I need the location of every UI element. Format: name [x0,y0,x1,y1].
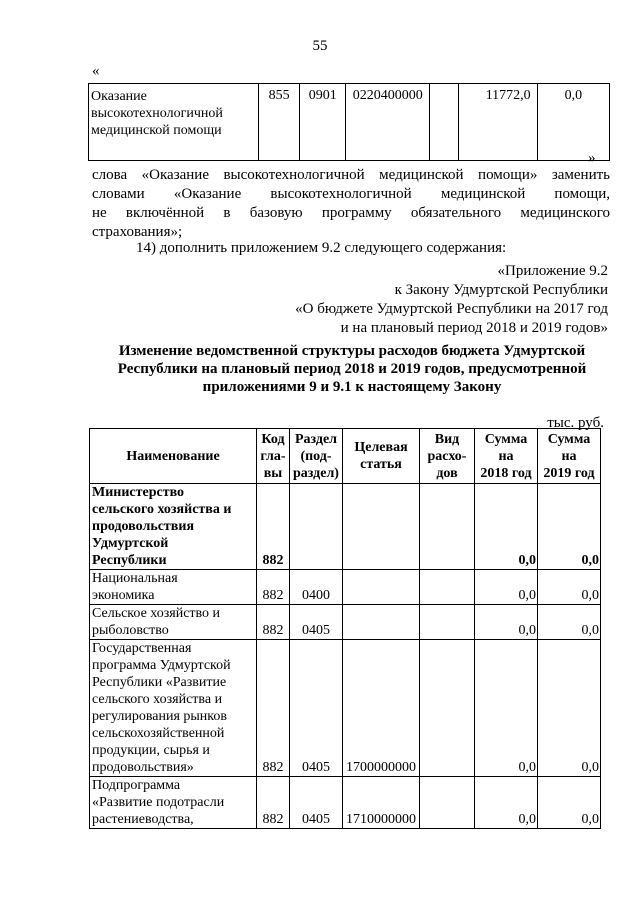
header-line: 2018 год [480,465,532,481]
heading-line: приложениями 9 и 9.1 к настоящему Закону [202,379,502,395]
section-cell [290,484,343,570]
table-row [90,484,601,570]
amended-row-table [88,83,610,161]
row-name-cell [90,570,257,605]
header-line: расхо- [427,448,467,464]
sum-2019-cell: 0,0 [538,570,601,605]
row-name-line: экономика [92,588,155,603]
header-line: дов [436,465,458,481]
section-cell: 0901 [300,84,346,161]
expense-type-cell [420,605,475,640]
row-name-line: Республики [92,553,167,568]
sum-cell: 11772,0 [459,84,538,161]
chapter-code-cell: 882 [257,640,290,777]
row-name-line: регулирования рынков [92,709,227,724]
row-name-cell [90,777,257,829]
target-article-cell: 0220400000 [346,84,430,161]
header-line: вы [263,465,283,481]
row-name-cell [90,484,257,570]
heading-line: Изменение ведомственной структуры расходов бюджета Удмуртской [118,343,586,359]
header-target [343,429,420,484]
expense-type-cell [420,640,475,777]
appendix-reference [295,262,608,338]
open-quote: « [92,63,100,79]
expense-type-cell [420,570,475,605]
header-line: на [561,448,577,464]
expense-type-cell [420,777,475,829]
expense-type-cell [430,84,459,161]
sum-2019-cell: 0,0 [538,640,601,777]
header-line: Код [261,431,285,447]
header-line: статья [360,457,402,472]
target-article-cell [343,484,420,570]
header-name: Наименование [90,429,257,484]
sum-2019-cell: 0,0 [538,484,601,570]
row-name-cell [90,640,257,777]
header-line: Целевая [354,440,408,455]
row-name-line: Республики «Развитие [92,675,227,690]
row-name-line: «Развитие подотрасли [92,795,225,810]
unit-label: тыс. руб. [547,415,604,431]
close-quote: » [588,150,596,166]
appendix-ref-line: и на плановый период 2018 и 2019 годов» [340,320,608,336]
sum-2019-cell: 0,0 [538,605,601,640]
row-name-line: медицинской помощи [91,123,222,138]
target-article-cell [343,605,420,640]
appendix-ref-line: «О бюджете Удмуртской Республики на 2017 год [295,301,608,317]
chapter-code-cell: 882 [257,570,290,605]
row-name-line: сельского хозяйства и [92,692,223,707]
header-sum-2019 [538,429,601,484]
paragraph-line: словами «Оказание высокотехнологичной медицинской помощи, [92,186,610,202]
header-type [420,429,475,484]
row-name-cell [89,84,259,161]
paragraph-line: страхования»; [92,224,183,240]
header-line: на [498,448,514,464]
row-name-line: Государственная [92,641,192,656]
header-line: раздел) [293,465,339,481]
section-cell: 0405 [290,605,343,640]
row-name-line: Подпрограмма [92,778,181,793]
section-cell: 0400 [290,570,343,605]
table-header-row [90,429,601,484]
row-name-line: Оказание [91,89,147,104]
row-name-line: сельскохозяйственной [92,726,225,741]
appendix-ref-line: к Закону Удмуртской Республики [394,282,608,298]
row-name-line: продукции, сырья и [92,743,210,758]
expense-type-cell [420,484,475,570]
header-line: (под- [300,448,332,464]
row-name-line: сельского хозяйства и [92,502,232,517]
section-cell: 0405 [290,777,343,829]
row-name-line: продовольствия [92,519,195,534]
sum-cell: 0,0 [537,84,609,161]
table-row [90,570,601,605]
table-row [90,777,601,829]
sum-2018-cell: 0,0 [475,777,538,829]
chapter-code-cell: 882 [257,484,290,570]
header-sum-2018 [475,429,538,484]
header-code [257,429,290,484]
chapter-code-cell: 882 [257,777,290,829]
row-name-line: Сельское хозяйство и [92,606,221,621]
paragraph-line: не включённой в базовую программу обязательного медицинского [92,205,610,221]
target-article-cell [343,570,420,605]
header-section [290,429,343,484]
row-name-line: Национальная [92,571,178,586]
amendment-paragraph [92,166,610,242]
document-heading [88,342,616,396]
row-name-line: Министерство [92,485,185,500]
appendix-ref-line: «Приложение 9.2 [497,263,608,279]
sum-2018-cell: 0,0 [475,484,538,570]
section-cell: 0405 [290,640,343,777]
chapter-code-cell: 855 [258,84,300,161]
header-line: Сумма [484,431,528,447]
paragraph-line: слова «Оказание высокотехнологичной медицинской помощи» заменить [92,167,610,183]
header-line: Сумма [547,431,591,447]
row-name-line: рыболовство [92,623,169,638]
budget-structure-table [89,428,601,829]
target-article-cell: 1700000000 [343,640,420,777]
page-number: 55 [312,38,328,54]
row-name-line: продовольствия» [92,760,194,775]
table-row [90,640,601,777]
target-article-cell: 1710000000 [343,777,420,829]
sum-2018-cell: 0,0 [475,570,538,605]
sum-2018-cell: 0,0 [475,640,538,777]
header-line: гла- [260,448,286,464]
row-name-line: растениеводства, [92,812,194,827]
item-14: 14) дополнить приложением 9.2 следующего содержания: [136,240,507,256]
sum-2019-cell: 0,0 [538,777,601,829]
row-name-cell [90,605,257,640]
row-name-line: программа Удмуртской [92,658,231,673]
sum-2018-cell: 0,0 [475,605,538,640]
row-name-line: высокотехнологичной [91,106,223,121]
heading-line: Республики на плановый период 2018 и 2019 годов, предусмотренной [117,361,587,377]
table-row [90,605,601,640]
table-row [89,84,610,161]
header-line: 2019 год [543,465,595,481]
header-line: Раздел [294,431,338,447]
header-line: Вид [434,431,460,447]
chapter-code-cell: 882 [257,605,290,640]
row-name-line: Удмуртской [92,536,169,551]
